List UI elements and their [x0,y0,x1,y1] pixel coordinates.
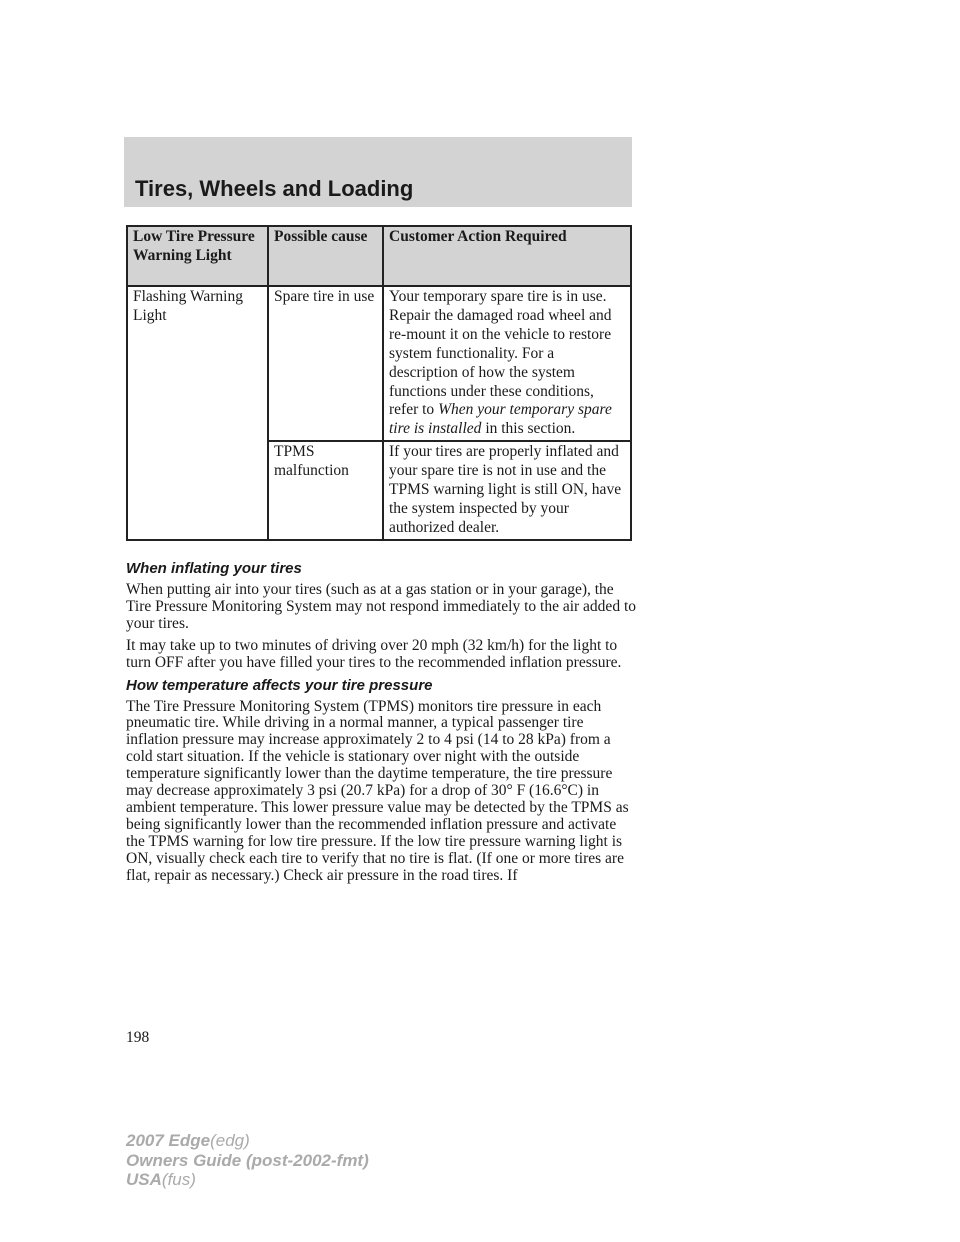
action-cell: If your tires are properly inflated and your spare tire is not in use and the TPMS warning light is still ON, have the system inspected by your authorized dealer. [383,441,631,540]
body-text [126,560,638,890]
column-header: Customer Action Required [383,226,631,286]
paragraph: It may take up to two minutes of driving over 20 mph (32 km/h) for the light to turn OFF after you have filled your tires to the recommended inflation pressure. [126,636,622,671]
footer-line: 2007 Edge(edg) [126,1131,250,1150]
section-header [124,137,632,207]
tpms-table [126,225,632,541]
column-header: Low Tire Pressure Warning Light [127,226,268,286]
page-number: 198 [126,1029,150,1046]
warning-light-cell: Flashing Warning Light [127,286,268,540]
action-text: Your temporary spare tire is in use. Repair the damaged road wheel and re-mount it on the vehicle to restore system functionality. For a description of how the system functions under these conditions, refer to [389,288,612,419]
column-header: Possible cause [268,226,383,286]
cause-cell: TPMS malfunction [268,441,383,540]
section-title: Tires, Wheels and Loading [135,176,414,201]
footer-line: Owners Guide (post-2002-fmt) [126,1150,369,1170]
action-cell [383,286,631,441]
cross-reference: When your temporary spare tire is installed [389,401,612,438]
cause-cell: Spare tire in use [268,286,383,441]
section-heading: How temperature affects your tire pressure [126,676,433,694]
section-heading: When inflating your tires [126,560,302,577]
paragraph: The Tire Pressure Monitoring System (TPMS) monitors tire pressure in each pneumatic tire. While driving in a normal manner, a typical passenger tire inflation pressure may increase approximately 2 to 4 psi (14 to 28 kPa) from a cold start situation. If the vehicle is stationary over night with the outside temperature significantly lower than the daytime temperature, the tire pressure may decrease approximately 3 psi (20.7 kPa) for a drop of 30° F (16.6°C) in ambient temperature. This lower pressure value may be detected by the TPMS as being significantly lower than the recommended inflation pressure and activate the TPMS warning for low tire pressure. If the low tire pressure warning light is ON, visually check each tire to verify that no tire is flat. (If one or more tires are flat, repair as necessary.) Check air pressure in the road tires. If [126,697,629,884]
paragraph: When putting air into your tires (such as at a gas station or in your garage), the Tire Pressure Monitoring System may not respond immediately to the air added to your tires. [126,581,636,632]
document-footer [126,1131,369,1190]
table-row [127,286,631,441]
table-header-row [127,226,631,286]
action-suffix: in this section. [481,420,576,438]
footer-line: USA(fus) [126,1170,196,1189]
